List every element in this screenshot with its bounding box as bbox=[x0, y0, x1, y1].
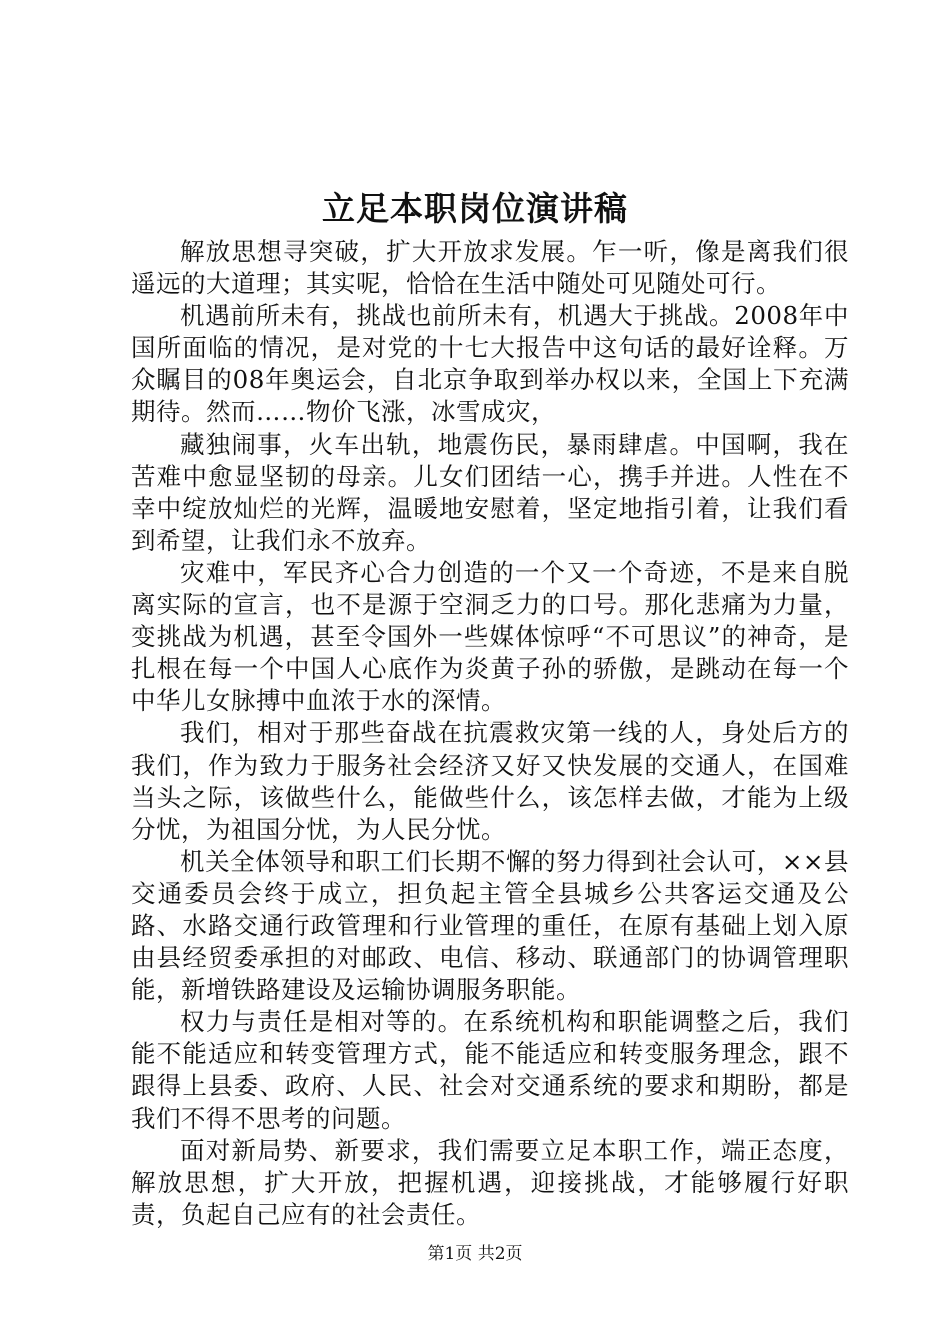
paragraph: 解放思想寻突破，扩大开放求发展。乍一听，像是离我们很遥远的大道理；其实呢，恰恰在生活中随处可见随处可行。 bbox=[131, 237, 849, 299]
document-body bbox=[131, 236, 849, 1231]
paragraph: 权力与责任是相对等的。在系统机构和职能调整之后，我们能不能适应和转变管理方式，能不能适应和转变服务理念，跟不跟得上县委、政府、人民、社会对交通系统的要求和期盼，都是我们不得不思考的问题。 bbox=[131, 1007, 849, 1133]
paragraph: 机遇前所未有，挑战也前所未有，机遇大于挑战。2008年中国所面临的情况，是对党的十七大报告中这句话的最好诠释。万众瞩目的08年奥运会，自北京争取到举办权以来，全国上下充满期待。然而……物价飞涨，冰雪成灾， bbox=[131, 301, 849, 427]
paragraph: 灾难中，军民齐心合力创造的一个又一个奇迹，不是来自脱离实际的宣言，也不是源于空洞乏力的口号。那化悲痛为力量，变挑战为机遇，甚至令国外一些媒体惊呼“不可思议”的神奇，是扎根在每一个中国人心底作为炎黄子孙的骄傲，是跳动在每一个中华儿女脉搏中血浓于水的深情。 bbox=[131, 557, 849, 716]
page-number-footer: 第1页 共2页 bbox=[427, 1244, 523, 1264]
paragraph: 藏独闹事，火车出轨，地震伤民，暴雨肆虐。中国啊，我在苦难中愈显坚韧的母亲。儿女们团结一心，携手并进。人性在不幸中绽放灿烂的光辉，温暖地安慰着，坚定地指引着，让我们看到希望，让我们永不放弃。 bbox=[131, 429, 849, 555]
paragraph: 面对新局势、新要求，我们需要立足本职工作，端正态度，解放思想，扩大开放，把握机遇，迎接挑战，才能够履行好职责，负起自己应有的社会责任。 bbox=[131, 1135, 849, 1229]
paragraph: 机关全体领导和职工们长期不懈的努力得到社会认可，××县交通委员会终于成立，担负起主管全县城乡公共客运交通及公路、水路交通行政管理和行业管理的重任，在原有基础上划入原由县经贸委承担的对邮政、电信、移动、联通部门的协调管理职能，新增铁路建设及运输协调服务职能。 bbox=[131, 846, 849, 1005]
paragraph: 我们，相对于那些奋战在抗震救灾第一线的人，身处后方的我们，作为致力于服务社会经济又好又快发展的交通人，在国难当头之际，该做些什么，能做些什么，该怎样去做，才能为上级分忧，为祖国分忧，为人民分忧。 bbox=[131, 718, 849, 844]
document-title: 立足本职岗位演讲稿 bbox=[322, 189, 628, 228]
